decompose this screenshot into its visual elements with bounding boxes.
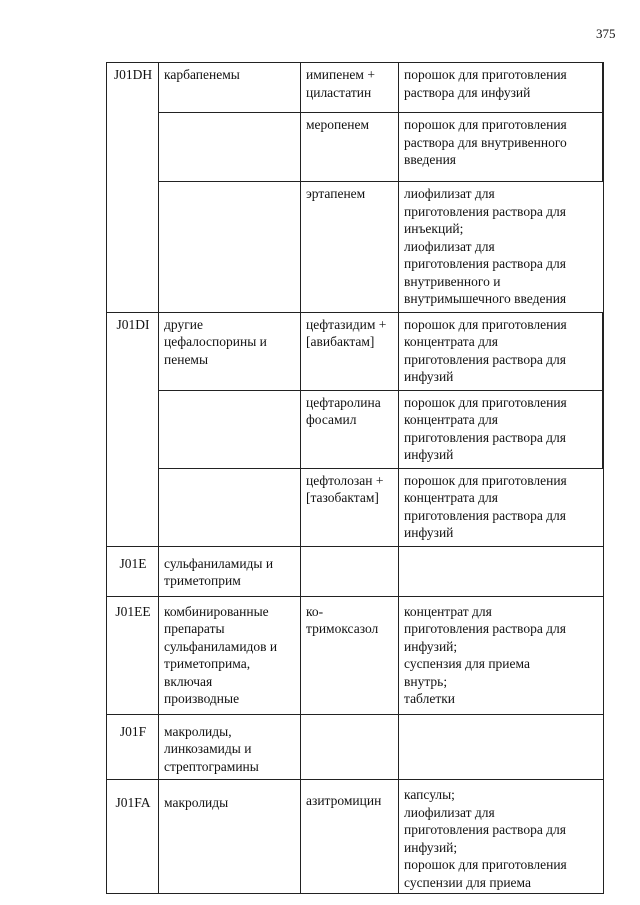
- drug-name-cell: эртапенем: [301, 182, 399, 313]
- dosage-form-cell: порошок для приготовления раствора для внутривенного введения: [399, 113, 603, 182]
- table-group-j01f: [106, 715, 604, 781]
- drug-name-cell: [301, 547, 399, 596]
- table-group-j01di: [106, 313, 604, 547]
- dosage-form-cell: порошок для приготовления концентрата для приготовления раствора для инфузий: [399, 391, 603, 469]
- drug-name-cell: цефтолозан + [тазобактам]: [301, 469, 399, 547]
- atc-code-cell: J01FA: [107, 780, 159, 893]
- drug-name-cell: азитромицин: [301, 780, 399, 893]
- table-group-j01fa: [106, 780, 604, 894]
- group-name-cell: карбапенемы: [159, 63, 301, 113]
- group-name-cell: комбинированные препараты сульфаниламидов и триметоприма, включая производные: [159, 597, 301, 714]
- atc-code-cell: J01F: [107, 715, 159, 780]
- dosage-form-cell: порошок для приготовления раствора для инфузий: [399, 63, 603, 113]
- drug-name-cell: меропенем: [301, 113, 399, 182]
- drug-table: [106, 62, 604, 894]
- group-name-cell: [159, 113, 301, 182]
- table-group-j01ee: [106, 597, 604, 715]
- drug-name-cell: [301, 715, 399, 780]
- dosage-form-cell: порошок для приготовления концентрата для приготовления раствора для инфузий: [399, 313, 603, 391]
- group-name-cell: сульфаниламиды и триметоприм: [159, 547, 301, 596]
- drug-name-cell: ко- тримоксазол: [301, 597, 399, 714]
- dosage-form-cell: концентрат для приготовления раствора для инфузий; суспензия для приема внутрь; таблетки: [404, 603, 566, 706]
- dosage-form-cell: капсулы; лиофилизат для приготовления раствора для инфузий; порошок для приготовления суспензии для приема: [404, 787, 567, 890]
- dosage-form-cell: порошок для приготовления концентрата для приготовления раствора для инфузий: [399, 469, 603, 547]
- table-group-j01e: [106, 547, 604, 597]
- group-name-cell: другие цефалоспорины и пенемы: [159, 313, 301, 391]
- group-name-cell: [159, 182, 301, 313]
- drug-name-cell: имипенем + циластатин: [301, 63, 399, 113]
- dosage-form-cell: лиофилизат для приготовления раствора для инъекций; лиофилизат для приготовления раствора для внутривенного и внутримышечного введения: [399, 182, 603, 313]
- table-group-j01dh: [106, 62, 604, 313]
- group-name-cell: [159, 391, 301, 469]
- atc-code-cell: J01DI: [107, 313, 159, 547]
- group-name-cell: макролиды: [159, 780, 301, 893]
- drug-name-cell: цефтаролина фосамил: [301, 391, 399, 469]
- atc-code-cell: J01EE: [107, 597, 159, 714]
- group-name-cell: [159, 469, 301, 547]
- page-number: 375: [596, 26, 616, 41]
- dosage-form-cell: [399, 715, 603, 780]
- atc-code-cell: J01DH: [107, 63, 159, 313]
- dosage-form-cell: [399, 547, 603, 596]
- group-name-cell: макролиды, линкозамиды и стрептограмины: [159, 715, 301, 780]
- atc-code-cell: J01E: [107, 547, 159, 596]
- drug-name-cell: цефтазидим + [авибактам]: [301, 313, 399, 391]
